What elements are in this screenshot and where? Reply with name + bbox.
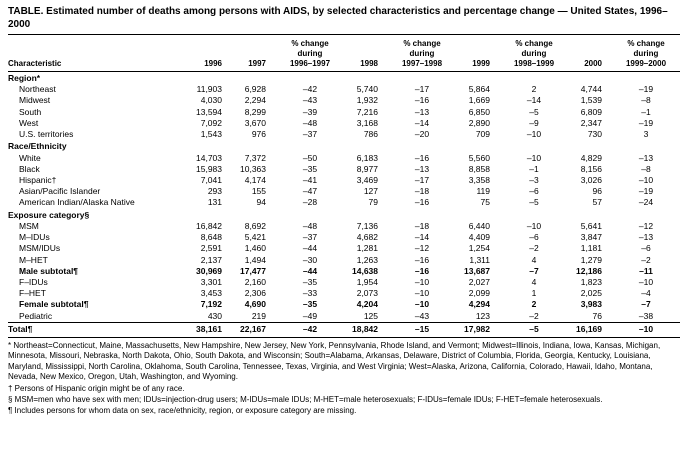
- deaths-value-cell: 30,969: [196, 265, 222, 276]
- pct-change-cell: –1: [641, 106, 651, 117]
- table-title: TABLE. Estimated number of deaths among persons with AIDS, by selected characteristics and percentage change — United States, 1996–2000: [8, 5, 680, 35]
- deaths-value-cell: 17,982: [456, 322, 500, 337]
- deaths-value-cell: 22,167: [232, 322, 276, 337]
- section-header-row: [8, 209, 680, 221]
- row-label: Pediatric: [19, 310, 53, 321]
- deaths-value-cell: 125: [363, 310, 378, 321]
- table-row: [8, 255, 680, 266]
- row-label: MSM: [19, 220, 39, 231]
- deaths-value-cell: 5,560: [468, 152, 490, 163]
- pct-change-cell: –20: [414, 129, 430, 140]
- pct-change-cell: –16: [414, 254, 430, 265]
- pct-change-cell: –10: [638, 174, 654, 185]
- row-label: MSM/IDUs: [19, 243, 61, 254]
- column-header-2000: 2000: [568, 36, 612, 72]
- deaths-value-cell: 2,025: [580, 288, 602, 299]
- pct-change-cell: –48: [302, 117, 318, 128]
- deaths-value-cell: 16,169: [568, 322, 612, 337]
- deaths-value-cell: 1,543: [200, 129, 222, 140]
- pct-change-cell: –16: [414, 152, 430, 163]
- deaths-value-cell: 17,477: [240, 265, 266, 276]
- deaths-value-cell: 3,983: [580, 299, 602, 310]
- deaths-value-cell: 13,687: [464, 265, 490, 276]
- deaths-value-cell: 123: [475, 310, 490, 321]
- deaths-value-cell: 119: [476, 186, 490, 197]
- empty-cell: [188, 72, 680, 85]
- pct-change-cell: –39: [302, 106, 318, 117]
- pct-change-cell: –50: [302, 152, 318, 163]
- deaths-value-cell: 6,440: [468, 220, 490, 231]
- row-label: South: [19, 106, 42, 117]
- row-label: American Indian/Alaska Native: [19, 197, 135, 208]
- pct-change-cell: 4: [531, 254, 537, 265]
- table-row: [8, 107, 680, 118]
- pct-change-cell: –10: [414, 276, 430, 287]
- pct-change-cell: 3: [643, 129, 649, 140]
- pct-change-cell: –12: [638, 220, 654, 231]
- deaths-value-cell: 4,690: [244, 299, 266, 310]
- pct-change-cell: –1: [529, 163, 539, 174]
- deaths-value-cell: 5,421: [244, 232, 266, 243]
- pct-change-cell: –10: [414, 288, 430, 299]
- pct-change-cell: –8: [641, 163, 651, 174]
- row-label: U.S. territories: [19, 129, 74, 140]
- deaths-value-cell: 38,161: [188, 322, 232, 337]
- deaths-value-cell: 1,460: [244, 243, 266, 254]
- row-label: White: [19, 152, 41, 163]
- pct-change-cell: –16: [414, 265, 430, 276]
- deaths-value-cell: 79: [368, 197, 378, 208]
- pct-change-cell: –2: [529, 243, 539, 254]
- deaths-value-cell: 155: [251, 186, 266, 197]
- deaths-value-cell: 3,469: [356, 174, 378, 185]
- pct-change-cell: –19: [638, 84, 654, 95]
- pct-change-cell: –10: [612, 322, 680, 337]
- deaths-value-cell: 7,092: [200, 117, 222, 128]
- pct-change-cell: –42: [302, 84, 318, 95]
- deaths-value-cell: 18,842: [344, 322, 388, 337]
- section-header-row: [8, 140, 680, 152]
- table-row: [8, 186, 680, 197]
- pct-change-cell: –10: [526, 129, 542, 140]
- deaths-value-cell: 1,254: [468, 243, 490, 254]
- row-label: Midwest: [19, 95, 51, 106]
- table-row: [8, 277, 680, 288]
- pct-change-cell: –35: [302, 299, 318, 310]
- deaths-value-cell: 4,174: [244, 174, 266, 185]
- column-header-1996: 1996: [188, 36, 232, 72]
- empty-cell: [188, 209, 680, 221]
- deaths-value-cell: 2,306: [244, 288, 266, 299]
- deaths-value-cell: 786: [363, 129, 378, 140]
- deaths-value-cell: 4,744: [580, 84, 602, 95]
- deaths-value-cell: 4,829: [580, 152, 602, 163]
- deaths-value-cell: 8,858: [468, 163, 490, 174]
- pct-change-cell: –17: [414, 84, 430, 95]
- deaths-value-cell: 1,281: [356, 243, 378, 254]
- deaths-value-cell: 13,594: [196, 106, 222, 117]
- pct-change-cell: –10: [638, 276, 654, 287]
- deaths-value-cell: 15,983: [196, 163, 222, 174]
- pct-change-cell: –35: [302, 276, 318, 287]
- table-row: [8, 118, 680, 129]
- deaths-value-cell: 127: [363, 186, 378, 197]
- pct-change-cell: –44: [302, 243, 318, 254]
- table-row: [8, 164, 680, 175]
- deaths-value-cell: 2,073: [356, 288, 378, 299]
- row-label: West: [19, 117, 39, 128]
- row-label: Male subtotal¶: [19, 265, 79, 276]
- pct-change-cell: –10: [526, 152, 542, 163]
- row-label: Exposure category§: [8, 209, 90, 220]
- deaths-value-cell: 57: [592, 197, 602, 208]
- deaths-value-cell: 75: [480, 197, 490, 208]
- table-row: [8, 175, 680, 186]
- deaths-value-cell: 1,823: [580, 276, 602, 287]
- deaths-value-cell: 4,294: [468, 299, 490, 310]
- deaths-value-cell: 5,864: [468, 84, 490, 95]
- table-header-row: [8, 36, 680, 72]
- pct-change-cell: –13: [414, 106, 430, 117]
- row-label: Female subtotal¶: [19, 299, 89, 310]
- pct-change-cell: –14: [414, 232, 430, 243]
- column-header-1999–2000: % change during 1999–2000: [612, 36, 680, 72]
- deaths-value-cell: 6,850: [468, 106, 490, 117]
- pct-change-cell: –5: [529, 106, 539, 117]
- deaths-value-cell: 1,181: [580, 243, 602, 254]
- pct-change-cell: –3: [529, 174, 539, 185]
- table-row: [8, 84, 680, 95]
- pct-change-cell: –37: [302, 129, 318, 140]
- deaths-value-cell: 1,954: [356, 276, 378, 287]
- pct-change-cell: –15: [388, 322, 456, 337]
- deaths-value-cell: 3,358: [468, 174, 490, 185]
- deaths-value-cell: 8,648: [200, 232, 222, 243]
- aids-deaths-table: [8, 36, 680, 338]
- pct-change-cell: –43: [302, 95, 318, 106]
- deaths-value-cell: 976: [251, 129, 266, 140]
- deaths-value-cell: 5,641: [580, 220, 602, 231]
- pct-change-cell: –17: [414, 174, 430, 185]
- pct-change-cell: –44: [302, 265, 318, 276]
- pct-change-cell: –13: [414, 163, 430, 174]
- deaths-value-cell: 2,027: [468, 276, 490, 287]
- empty-cell: [188, 140, 680, 152]
- column-header-Characteristic: Characteristic: [8, 36, 188, 72]
- deaths-value-cell: 2,160: [244, 276, 266, 287]
- deaths-value-cell: 8,156: [580, 163, 602, 174]
- pct-change-cell: –18: [414, 220, 430, 231]
- pct-change-cell: –18: [414, 186, 430, 197]
- pct-change-cell: –38: [638, 310, 654, 321]
- deaths-value-cell: 219: [251, 310, 266, 321]
- deaths-value-cell: 2,591: [200, 243, 222, 254]
- deaths-value-cell: 76: [592, 310, 602, 321]
- column-header-1997: 1997: [232, 36, 276, 72]
- pct-change-cell: –6: [529, 186, 539, 197]
- column-header-1997–1998: % change during 1997–1998: [388, 36, 456, 72]
- pct-change-cell: –2: [641, 254, 651, 265]
- table-row: [8, 288, 680, 299]
- pct-change-cell: –30: [302, 254, 318, 265]
- pct-change-cell: –14: [414, 117, 430, 128]
- deaths-value-cell: 1,279: [580, 254, 602, 265]
- deaths-value-cell: 730: [587, 129, 602, 140]
- table-row: [8, 232, 680, 243]
- deaths-value-cell: 2,099: [468, 288, 490, 299]
- section-header-row: [8, 72, 680, 85]
- table-row: [8, 153, 680, 164]
- deaths-value-cell: 4,204: [356, 299, 378, 310]
- row-label: F–HET: [19, 288, 46, 299]
- table-row: [8, 311, 680, 323]
- deaths-value-cell: 14,638: [352, 265, 378, 276]
- deaths-value-cell: 1,539: [580, 95, 602, 106]
- pct-change-cell: –10: [414, 299, 430, 310]
- footnotes: [8, 338, 680, 417]
- deaths-value-cell: 131: [207, 197, 222, 208]
- column-header-1998: 1998: [344, 36, 388, 72]
- footnote-exposure-abbreviations: § MSM=men who have sex with men; IDUs=injection-drug users; M-IDUs=male IDUs; M-HET=male heterosexuals; F-IDUs=female IDUs; F-HET=female heterosexuals.: [8, 394, 603, 404]
- deaths-value-cell: 11,903: [196, 84, 222, 95]
- deaths-value-cell: 3,670: [244, 117, 266, 128]
- deaths-value-cell: 4,030: [200, 95, 222, 106]
- row-label: Hispanic†: [19, 174, 57, 185]
- deaths-value-cell: 94: [256, 197, 266, 208]
- row-label: Northeast: [19, 84, 56, 95]
- pct-change-cell: –14: [526, 95, 542, 106]
- pct-change-cell: –41: [302, 174, 318, 185]
- column-header-1999: 1999: [456, 36, 500, 72]
- table-row: [8, 95, 680, 106]
- table-row: [8, 243, 680, 254]
- pct-change-cell: –6: [529, 232, 539, 243]
- pct-change-cell: –42: [276, 322, 344, 337]
- deaths-value-cell: 7,041: [200, 174, 222, 185]
- pct-change-cell: –35: [302, 163, 318, 174]
- pct-change-cell: –16: [414, 197, 430, 208]
- pct-change-cell: –28: [302, 197, 318, 208]
- pct-change-cell: –47: [302, 186, 318, 197]
- row-label: Region*: [8, 73, 41, 83]
- deaths-value-cell: 709: [475, 129, 490, 140]
- row-label: Race/Ethnicity: [8, 141, 67, 152]
- pct-change-cell: –2: [529, 310, 539, 321]
- pct-change-cell: 1: [531, 288, 537, 299]
- deaths-value-cell: 4,409: [468, 232, 490, 243]
- deaths-value-cell: 16,842: [196, 220, 222, 231]
- deaths-value-cell: 2,137: [200, 254, 222, 265]
- table-row: [8, 266, 680, 277]
- column-header-1996–1997: % change during 1996–1997: [276, 36, 344, 72]
- deaths-value-cell: 3,453: [200, 288, 222, 299]
- pct-change-cell: –12: [414, 243, 430, 254]
- table-row: [8, 221, 680, 232]
- pct-change-cell: –8: [641, 95, 651, 106]
- pct-change-cell: –16: [414, 95, 430, 106]
- deaths-value-cell: 14,703: [196, 152, 222, 163]
- pct-change-cell: –5: [529, 197, 539, 208]
- pct-change-cell: –19: [638, 117, 654, 128]
- row-label: Black: [19, 163, 40, 174]
- deaths-value-cell: 6,928: [244, 84, 266, 95]
- row-label: F–IDUs: [19, 276, 48, 287]
- deaths-value-cell: 7,372: [244, 152, 266, 163]
- footnote-hispanic-origin: † Persons of Hispanic origin might be of any race.: [8, 383, 185, 393]
- pct-change-cell: –5: [500, 322, 568, 337]
- deaths-value-cell: 1,932: [356, 95, 378, 106]
- footnote-region-definitions: * Northeast=Connecticut, Maine, Massachusetts, New Hampshire, New Jersey, New York, Pennsylvania, Rhode Island, and Vermont; Midwest=Illinois, Indiana, Iowa, Kansas, Michigan, Minnesota, Missouri, Nebraska, North Dakota, Ohio, South Dakota, and Wisconsin; South=Alabama, Arkansas, Delaware, District of Columbia, Florida, Georgia, Kentucky, Louisiana, Maryland, Mississippi, North Carolina, Oklahoma, South Carolina, Tennessee, Texas, Virginia, and West Virginia; West=Alaska, Arizona, California, Colorado, Hawaii, Idaho, Montana, Nevada, New Mexico, Oregon, Utah, Washington, and Wyoming.: [8, 341, 661, 382]
- deaths-value-cell: 3,168: [356, 117, 378, 128]
- deaths-value-cell: 1,311: [469, 254, 490, 265]
- deaths-value-cell: 6,183: [356, 152, 378, 163]
- row-label: M–IDUs: [19, 232, 50, 243]
- deaths-value-cell: 7,136: [356, 220, 378, 231]
- deaths-value-cell: 2,294: [244, 95, 266, 106]
- pct-change-cell: –10: [526, 220, 542, 231]
- pct-change-cell: –24: [638, 197, 654, 208]
- deaths-value-cell: 430: [207, 310, 222, 321]
- deaths-value-cell: 7,192: [200, 299, 222, 310]
- column-header-1998–1999: % change during 1998–1999: [500, 36, 568, 72]
- total-row: [8, 322, 680, 337]
- row-label: Asian/Pacific Islander: [19, 186, 101, 197]
- pct-change-cell: –7: [641, 299, 651, 310]
- pct-change-cell: –43: [414, 310, 430, 321]
- footnote-missing-data: ¶ Includes persons for whom data on sex, race/ethnicity, region, or exposure category are missing.: [8, 406, 357, 416]
- pct-change-cell: –33: [302, 288, 318, 299]
- deaths-value-cell: 1,669: [468, 95, 490, 106]
- pct-change-cell: –49: [302, 310, 318, 321]
- deaths-value-cell: 96: [592, 186, 602, 197]
- deaths-value-cell: 8,299: [244, 106, 266, 117]
- deaths-value-cell: 12,186: [576, 265, 602, 276]
- deaths-value-cell: 1,263: [356, 254, 378, 265]
- pct-change-cell: 2: [531, 84, 537, 95]
- pct-change-cell: –6: [641, 243, 651, 254]
- deaths-value-cell: 3,847: [580, 232, 602, 243]
- pct-change-cell: –48: [302, 220, 318, 231]
- deaths-value-cell: 7,216: [356, 106, 378, 117]
- pct-change-cell: –11: [639, 265, 653, 276]
- pct-change-cell: 2: [531, 299, 537, 310]
- deaths-value-cell: 1,494: [244, 254, 266, 265]
- deaths-value-cell: 10,363: [240, 163, 266, 174]
- deaths-value-cell: 8,692: [244, 220, 266, 231]
- deaths-value-cell: 293: [207, 186, 222, 197]
- deaths-value-cell: 8,977: [356, 163, 378, 174]
- pct-change-cell: –37: [302, 232, 318, 243]
- pct-change-cell: –7: [529, 265, 539, 276]
- deaths-value-cell: 2,890: [468, 117, 490, 128]
- pct-change-cell: –19: [638, 186, 654, 197]
- deaths-value-cell: 5,740: [356, 84, 378, 95]
- deaths-value-cell: 3,301: [200, 276, 222, 287]
- pct-change-cell: –4: [641, 288, 651, 299]
- pct-change-cell: 4: [531, 276, 537, 287]
- pct-change-cell: –9: [529, 117, 539, 128]
- row-label: Total¶: [8, 322, 188, 337]
- table-row: [8, 299, 680, 310]
- table-row: [8, 129, 680, 140]
- pct-change-cell: –13: [638, 232, 654, 243]
- deaths-value-cell: 4,682: [356, 232, 378, 243]
- deaths-value-cell: 6,809: [580, 106, 602, 117]
- deaths-value-cell: 3,026: [580, 174, 602, 185]
- row-label: M–HET: [19, 254, 48, 265]
- deaths-value-cell: 2,347: [580, 117, 602, 128]
- pct-change-cell: –13: [638, 152, 654, 163]
- table-row: [8, 197, 680, 208]
- table-body: [8, 72, 680, 338]
